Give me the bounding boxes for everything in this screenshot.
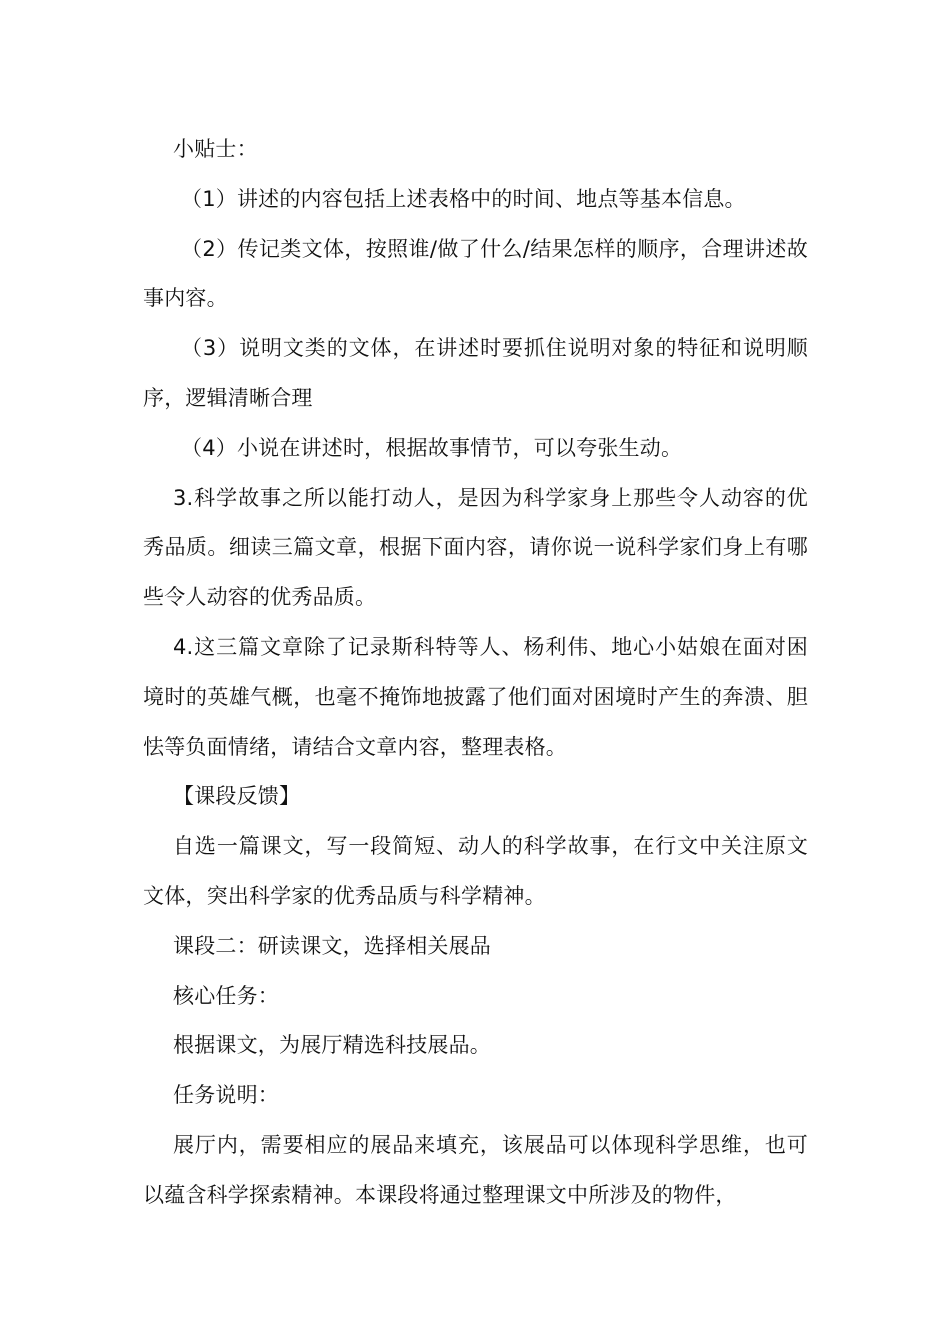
section-two-heading: 课段二：研读课文，选择相关展品 bbox=[173, 933, 491, 958]
task-description-heading: 任务说明： bbox=[173, 1083, 279, 1108]
tip-item-3: （3）说明文类的文体，在讲述时要抓住说明对象的特征和说明顺序，逻辑清晰合理 bbox=[143, 336, 808, 410]
question-3: 3.科学故事之所以能打动人，是因为科学家身上那些令人动容的优秀品质。细读三篇文章，根据下面内容，请你说一说科学家们身上有哪些令人动容的优秀品质。 bbox=[143, 485, 808, 610]
tips-heading: 小贴士： bbox=[173, 137, 258, 161]
question-4: 4.这三篇文章除了记录斯科特等人、杨利伟、地心小姑娘在面对困境时的英雄气概，也毫不掩饰地披露了他们面对困境时产生的奔溃、胆怯等负面情绪，请结合文章内容，整理表格。 bbox=[143, 634, 808, 759]
task-description-text: 展厅内，需要相应的展品来填充，该展品可以体现科学思维，也可以蕴含科学探索精神。本课段将通过整理课文中所涉及的物件， bbox=[143, 1132, 808, 1207]
section-feedback-heading: 【课段反馈】 bbox=[173, 784, 301, 809]
document-body bbox=[143, 125, 808, 1221]
core-task-text: 根据课文，为展厅精选科技展品。 bbox=[173, 1033, 491, 1058]
tip-item-1: （1）讲述的内容包括上述表格中的时间、地点等基本信息。 bbox=[181, 186, 746, 211]
tip-item-2: （2）传记类文体，按照谁/做了什么/结果怎样的顺序，合理讲述故事内容。 bbox=[143, 236, 808, 311]
core-task-heading: 核心任务： bbox=[173, 983, 279, 1008]
feedback-task: 自选一篇课文，写一段简短、动人的科学故事，在行文中关注原文文体，突出科学家的优秀品质与科学精神。 bbox=[143, 834, 808, 908]
tip-item-4: （4）小说在讲述时，根据故事情节，可以夸张生动。 bbox=[181, 435, 683, 460]
